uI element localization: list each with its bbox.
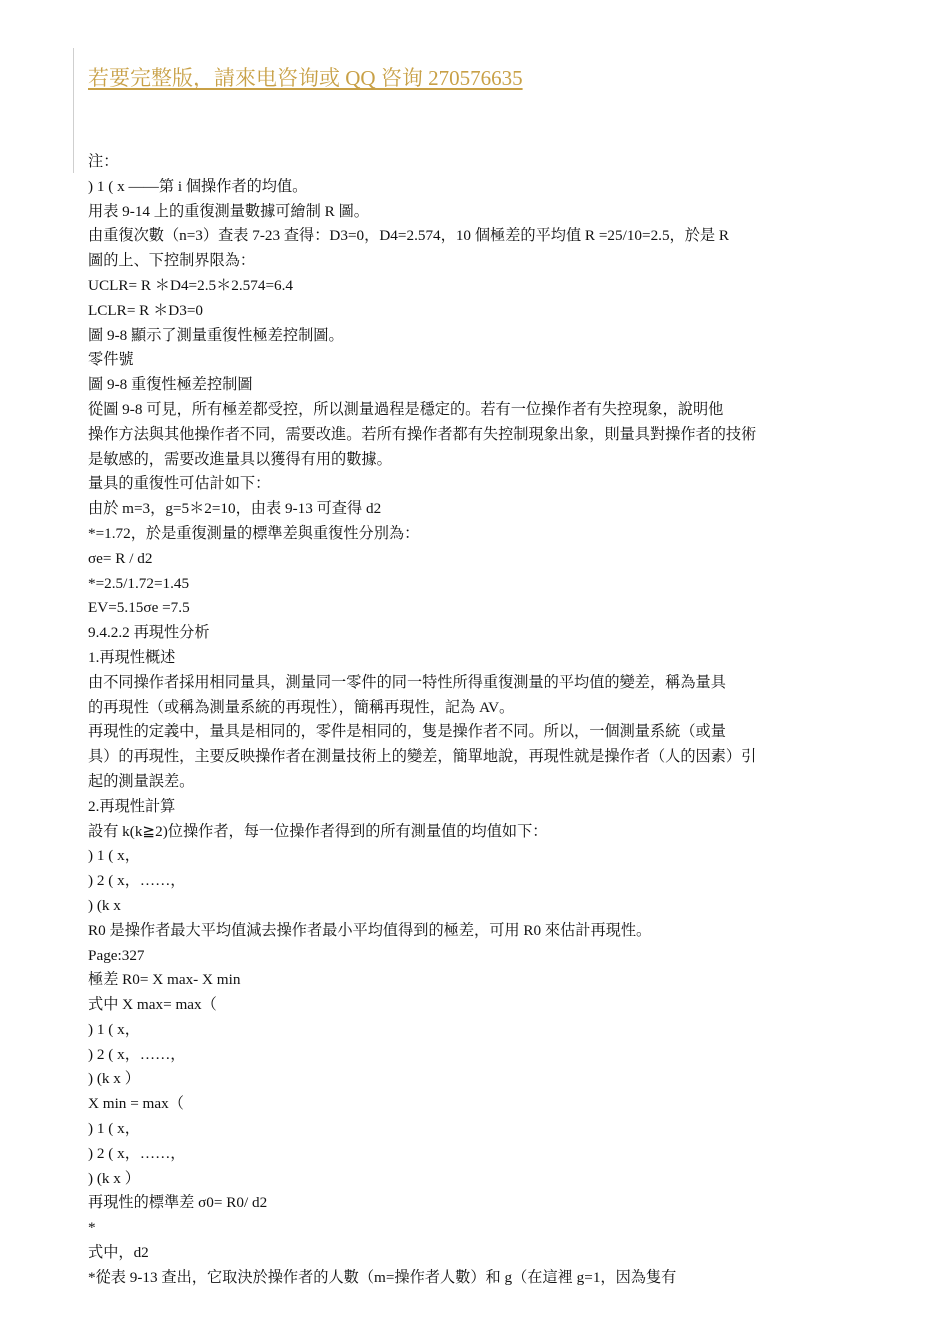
text-line: 式中，d2	[88, 1244, 149, 1262]
text-line: 用表 9-14 上的重復測量數據可繪制 R 圖。	[88, 202, 369, 220]
text-line: 是敏感的，需要改進量具以獲得有用的數據。	[88, 450, 392, 468]
margin-rule	[73, 48, 74, 173]
text-line: UCLR= R ＊D4=2.5＊2.574=6.4	[88, 276, 294, 294]
text-line: 量具的重復性可估計如下：	[88, 475, 271, 493]
text-line: ) 2 ( x，……，	[88, 872, 186, 890]
text-line: ) 1 ( x，	[88, 1020, 140, 1038]
text-line: σe= R / d2	[88, 549, 153, 567]
text-line: X min = max（	[88, 1095, 184, 1113]
text-line: Page:327	[88, 946, 145, 964]
text-line: 具）的再現性，主要反映操作者在測量技術上的變差，簡單地說，再現性就是操作者（人的因素）引	[88, 748, 757, 766]
contact-link[interactable]: 若要完整版，請來电咨询或 QQ 咨询 270576635	[88, 66, 523, 90]
text-line: 再現性的標準差 σ0= R0/ d2	[88, 1194, 268, 1212]
text-line: 由於 m=3，g=5＊2=10，由表 9-13 可查得 d2	[88, 500, 382, 518]
text-line: R0 是操作者最大平均值減去操作者最小平均值得到的極差，可用 R0 來估計再現性。	[88, 921, 652, 939]
text-line: 由重復次數（n=3）查表 7-23 查得：D3=0，D4=2.574，10 個極差的平均值 R =25/10=2.5，於是 R	[88, 227, 730, 245]
text-line: 再現性的定義中，量具是相同的，零件是相同的，隻是操作者不同。所以，一個測量系統（或量	[88, 723, 726, 741]
text-line: 式中 X max= max（	[88, 996, 217, 1014]
text-line: 圖 9-8 顯示了測量重復性極差控制圖。	[88, 326, 344, 344]
text-line: ) 1 ( x ——第 i 個操作者的均值。	[88, 177, 308, 195]
text-line: ) (k x ）	[88, 1070, 140, 1088]
text-line: 操作方法與其他操作者不同，需要改進。若所有操作者都有失控制現象出象，則量具對操作者的技術	[88, 425, 757, 443]
text-line: 的再現性（或稱為測量系統的再現性），簡稱再現性，記為 AV。	[88, 698, 515, 716]
text-line: 圖 9-8 重復性極差控制圖	[88, 376, 253, 394]
text-line: 零件號	[88, 351, 134, 369]
text-line: ) (k x	[88, 896, 121, 914]
text-line: ) 2 ( x，……，	[88, 1144, 186, 1162]
text-line: 起的測量誤差。	[88, 772, 195, 790]
text-line: ) (k x ）	[88, 1169, 140, 1187]
text-line: 1.再現性概述	[88, 648, 176, 666]
text-line: 圖的上、下控制界限為：	[88, 252, 256, 270]
text-line: *	[88, 1219, 96, 1237]
text-line: *=2.5/1.72=1.45	[88, 574, 190, 592]
text-line: 極差 R0= X max- X min	[88, 971, 241, 989]
text-line: ) 2 ( x，……，	[88, 1045, 186, 1063]
text-line: *=1.72，於是重復測量的標準差與重復性分別為：	[88, 524, 420, 542]
document-body	[88, 150, 848, 1291]
text-line: 從圖 9-8 可見，所有極差都受控，所以測量過程是穩定的。若有一位操作者有失控現象，說明他	[88, 400, 724, 418]
text-line: 由不同操作者採用相同量具，測量同一零件的同一特性所得重復測量的平均值的變差，稱為量具	[88, 673, 726, 691]
text-line: ) 1 ( x，	[88, 1120, 140, 1138]
text-line: LCLR= R ＊D3=0	[88, 301, 204, 319]
text-line: ) 1 ( x，	[88, 847, 140, 865]
text-line: 9.4.2.2 再現性分析	[88, 624, 210, 642]
text-line: 設有 k(k≧2)位操作者，每一位操作者得到的所有測量值的均值如下：	[88, 822, 548, 840]
text-line: 2.再現性計算	[88, 797, 176, 815]
text-line: EV=5.15σe =7.5	[88, 599, 190, 617]
text-line: *從表 9-13 查出，它取決於操作者的人數（m=操作者人數）和 g（在這裡 g=1，因為隻有	[88, 1268, 677, 1286]
text-line: 注：	[88, 153, 119, 170]
